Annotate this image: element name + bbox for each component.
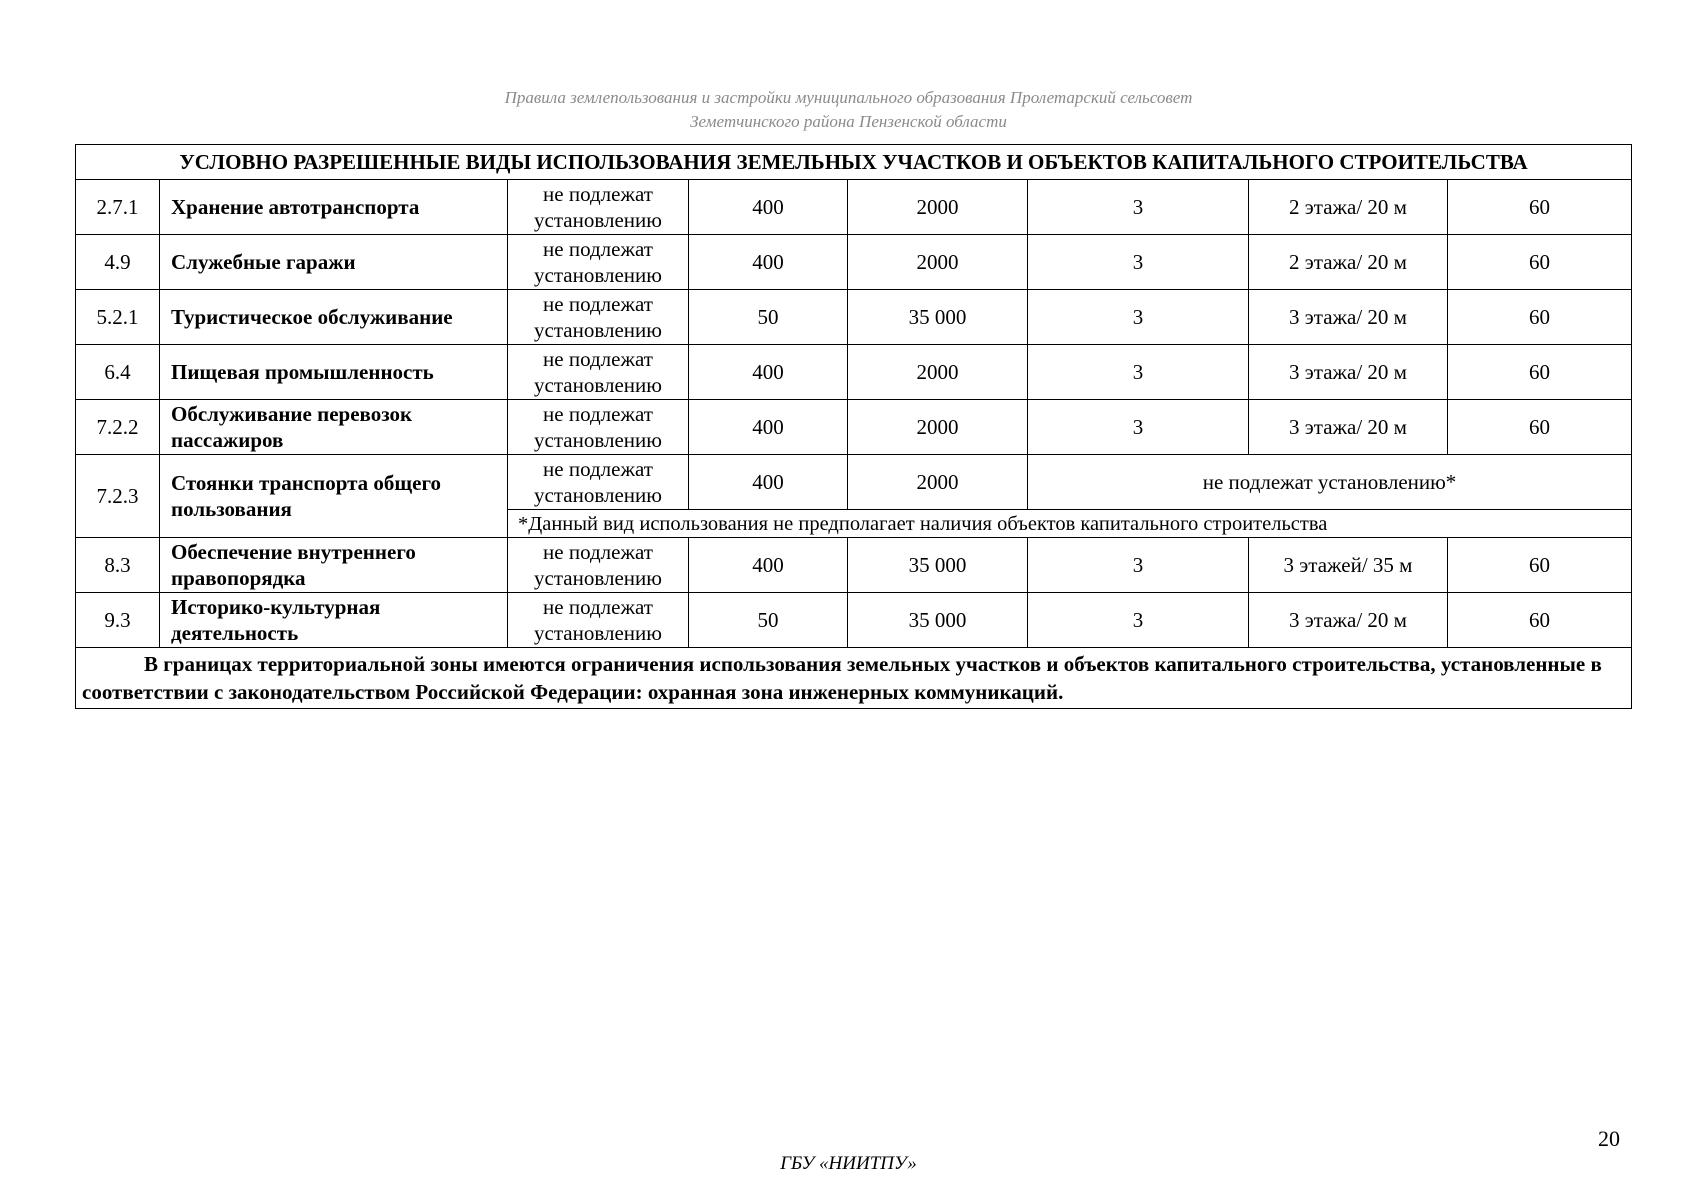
cell-percent: 60: [1448, 400, 1632, 455]
cell-min-area: 50: [689, 593, 848, 648]
cell-min-area: 400: [689, 455, 848, 510]
table-footer-note: [76, 648, 1632, 709]
cell-min-area: 400: [689, 345, 848, 400]
cell-max-area: 35 000: [848, 290, 1028, 345]
footer-text: В границах территориальной зоны имеются ограничения использования земельных участков и объектов капитального строительства, установленные в соответствии с законодательством Российской Федерации: охранная зона инженерных коммуникаций.: [82, 652, 1602, 704]
table-row: [76, 400, 1632, 455]
header-line-1: Правила землепользования и застройки муниципального образования Пролетарский сельсовет: [504, 88, 1193, 107]
cell-name: Служебные гаражи: [160, 235, 508, 290]
cell-code: 2.7.1: [76, 180, 160, 235]
cell-max-area: 35 000: [848, 593, 1028, 648]
cell-height: 2 этажа/ 20 м: [1249, 235, 1448, 290]
table-row: [76, 345, 1632, 400]
cell-indent: 3: [1028, 400, 1249, 455]
cell-max-area: 2000: [848, 400, 1028, 455]
cell-size: не подлежат установлению: [508, 538, 689, 593]
cell-height: 3 этажа/ 20 м: [1249, 345, 1448, 400]
cell-size: не подлежат установлению: [508, 290, 689, 345]
cell-percent: 60: [1448, 593, 1632, 648]
cell-percent: 60: [1448, 345, 1632, 400]
cell-size: не подлежат установлению: [508, 593, 689, 648]
land-use-table: [75, 144, 1632, 709]
cell-height: 3 этажа/ 20 м: [1249, 290, 1448, 345]
cell-height: 3 этажа/ 20 м: [1249, 400, 1448, 455]
cell-indent: 3: [1028, 290, 1249, 345]
cell-size: не подлежат установлению: [508, 180, 689, 235]
cell-code: 7.2.3: [76, 455, 160, 538]
cell-name: Хранение автотранспорта: [160, 180, 508, 235]
table-row: [76, 235, 1632, 290]
cell-max-area: 2000: [848, 455, 1028, 510]
cell-height: 3 этажей/ 35 м: [1249, 538, 1448, 593]
cell-height: 2 этажа/ 20 м: [1249, 180, 1448, 235]
table-footer-row: [76, 648, 1632, 709]
cell-code: 6.4: [76, 345, 160, 400]
table-row: [76, 180, 1632, 235]
cell-min-area: 400: [689, 235, 848, 290]
cell-indent: 3: [1028, 538, 1249, 593]
cell-size: не подлежат установлению: [508, 455, 689, 510]
cell-max-area: 2000: [848, 345, 1028, 400]
cell-indent: 3: [1028, 180, 1249, 235]
cell-code: 4.9: [76, 235, 160, 290]
table-row: [76, 290, 1632, 345]
cell-percent: 60: [1448, 538, 1632, 593]
cell-min-area: 400: [689, 400, 848, 455]
cell-merged-params: не подлежат установлению*: [1028, 455, 1632, 510]
table-row: [76, 593, 1632, 648]
cell-note: *Данный вид использования не предполагает наличия объектов капитального строительства: [508, 510, 1632, 538]
table-title-row: [76, 145, 1632, 180]
cell-min-area: 50: [689, 290, 848, 345]
cell-size: не подлежат установлению: [508, 345, 689, 400]
document-header: [0, 86, 1697, 134]
cell-max-area: 2000: [848, 180, 1028, 235]
cell-min-area: 400: [689, 180, 848, 235]
cell-percent: 60: [1448, 290, 1632, 345]
cell-min-area: 400: [689, 538, 848, 593]
cell-name: Туристическое обслуживание: [160, 290, 508, 345]
cell-height: 3 этажа/ 20 м: [1249, 593, 1448, 648]
cell-size: не подлежат установлению: [508, 235, 689, 290]
cell-name: Пищевая промышленность: [160, 345, 508, 400]
cell-indent: 3: [1028, 235, 1249, 290]
cell-max-area: 35 000: [848, 538, 1028, 593]
header-line-2: Земетчинского района Пензенской области: [690, 112, 1007, 131]
cell-indent: 3: [1028, 593, 1249, 648]
cell-name: Обеспечение внутреннего правопорядка: [160, 538, 508, 593]
table-title: УСЛОВНО РАЗРЕШЕННЫЕ ВИДЫ ИСПОЛЬЗОВАНИЯ ЗЕМЕЛЬНЫХ УЧАСТКОВ И ОБЪЕКТОВ КАПИТАЛЬНОГО СТРОИТЕЛЬСТВА: [76, 145, 1632, 180]
cell-indent: 3: [1028, 345, 1249, 400]
cell-code: 7.2.2: [76, 400, 160, 455]
table-row: [76, 455, 1632, 510]
cell-code: 9.3: [76, 593, 160, 648]
cell-code: 5.2.1: [76, 290, 160, 345]
cell-percent: 60: [1448, 180, 1632, 235]
cell-percent: 60: [1448, 235, 1632, 290]
page-number: 20: [1598, 1126, 1620, 1151]
cell-max-area: 2000: [848, 235, 1028, 290]
organization-footer: ГБУ «НИИТПУ»: [780, 1153, 917, 1174]
cell-size: не подлежат установлению: [508, 400, 689, 455]
cell-name: Обслуживание перевозок пассажиров: [160, 400, 508, 455]
table-row: [76, 538, 1632, 593]
cell-name: Историко-культурная деятельность: [160, 593, 508, 648]
cell-code: 8.3: [76, 538, 160, 593]
cell-name: Стоянки транспорта общего пользования: [160, 455, 508, 538]
